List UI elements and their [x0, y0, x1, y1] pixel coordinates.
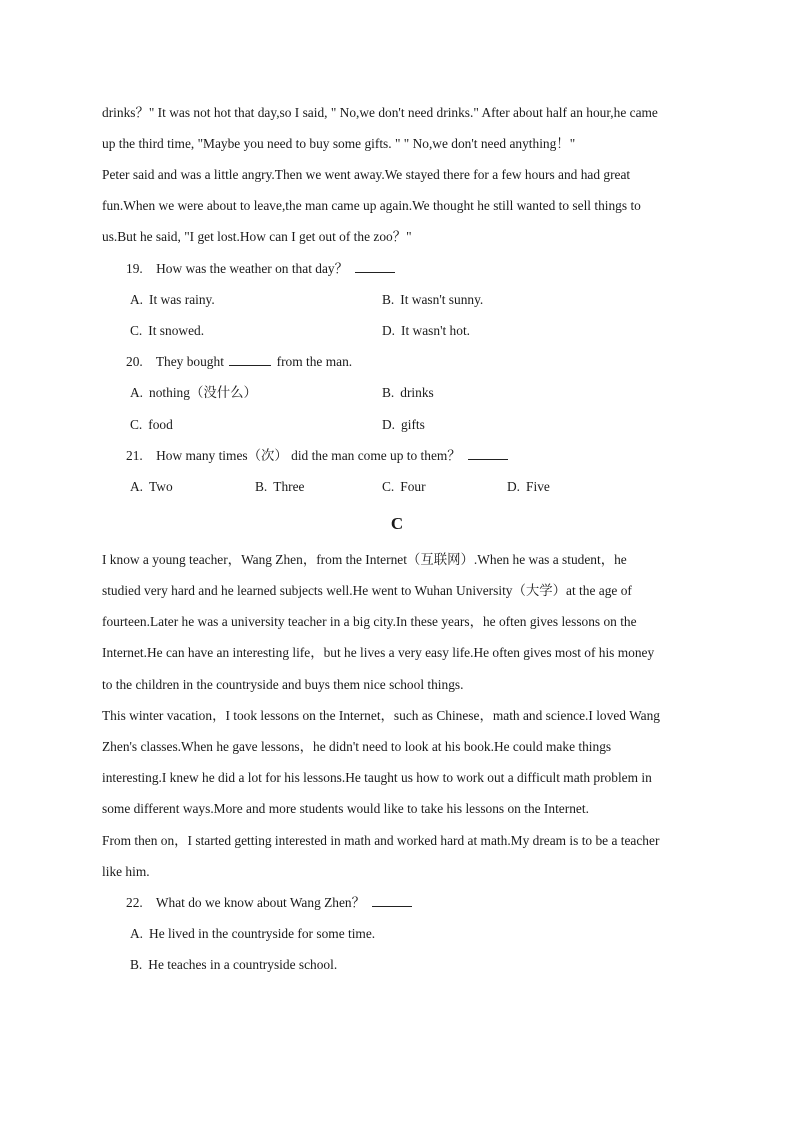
passage-line: up the third time, "Maybe you need to buy some gifts. " " No,we don't need anything！" — [102, 136, 576, 151]
passage-line: This winter vacation，I took lessons on the Internet，such as Chinese，math and science.I loved Wang — [102, 708, 660, 723]
passage-line: us.But he said, "I get lost.How can I get out of the zoo？" — [102, 229, 412, 244]
answer-blank[interactable] — [372, 894, 412, 907]
option-a[interactable]: A. Two — [130, 479, 173, 494]
option-c[interactable]: C. food — [130, 417, 173, 432]
passage-line: fun.When we were about to leave,the man came up again.We thought he still wanted to sell things to — [102, 198, 641, 213]
option-a[interactable]: A. nothing（没什么） — [130, 385, 257, 400]
answer-blank[interactable] — [355, 260, 395, 273]
answer-blank[interactable] — [229, 353, 271, 366]
question-22 — [126, 894, 412, 912]
passage-line: like him. — [102, 864, 150, 879]
question-text-before: They bought — [155, 354, 224, 369]
option-c[interactable]: C. Four — [382, 479, 426, 494]
question-19 — [126, 260, 395, 278]
question-20 — [126, 353, 352, 371]
passage-line: Zhen's classes.When he gave lessons，he didn't need to look at his book.He could make things — [102, 739, 612, 754]
passage-line: drinks？" It was not hot that day,so I said, " No,we don't need drinks." After about half an hour,he came — [102, 105, 658, 120]
passage-line: some different ways.More and more students would like to take his lessons on the Internet. — [102, 801, 589, 816]
option-b[interactable]: B. He teaches in a countryside school. — [130, 957, 338, 972]
passage-line: I know a young teacher，Wang Zhen，from the Internet（互联网）.When he was a student，he — [102, 552, 627, 567]
passage-line: to the children in the countryside and buys them nice school things. — [102, 677, 464, 692]
question-21 — [126, 447, 508, 465]
option-d[interactable]: D. Five — [507, 479, 550, 494]
question-number: 19. — [126, 261, 143, 276]
option-b[interactable]: B. drinks — [382, 385, 434, 400]
passage-line: studied very hard and he learned subjects well.He went to Wuhan University（大学）at the age of — [102, 583, 632, 598]
section-title: C — [390, 514, 404, 533]
question-text: How was the weather on that day？ — [156, 261, 348, 276]
option-c[interactable]: C. It snowed. — [130, 323, 205, 338]
option-a[interactable]: A. He lived in the countryside for some time. — [130, 926, 376, 941]
option-b[interactable]: B. Three — [255, 479, 305, 494]
question-text: How many times（次） did the man come up to them？ — [156, 448, 461, 463]
option-b[interactable]: B. It wasn't sunny. — [382, 292, 484, 307]
option-d[interactable]: D. It wasn't hot. — [382, 323, 471, 338]
question-number: 21. — [126, 448, 143, 463]
option-a[interactable]: A. It was rainy. — [130, 292, 215, 307]
passage-line: From then on，I started getting interested in math and worked hard at math.My dream is to be a teacher — [102, 833, 660, 848]
answer-blank[interactable] — [468, 447, 508, 460]
passage-line: interesting.I knew he did a lot for his lessons.He taught us how to work out a difficult math problem in — [102, 770, 652, 785]
question-text: What do we know about Wang Zhen？ — [155, 895, 366, 910]
question-number: 20. — [126, 354, 143, 369]
passage-line: fourteen.Later he was a university teacher in a big city.In these years，he often gives lessons on the — [102, 614, 637, 629]
passage-line: Peter said and was a little angry.Then we went away.We stayed there for a few hours and had great — [102, 167, 631, 182]
question-number: 22. — [126, 895, 143, 910]
question-text-after: from the man. — [276, 354, 353, 369]
passage-line: Internet.He can have an interesting life，but he lives a very easy life.He often gives most of his money — [102, 645, 655, 660]
option-d[interactable]: D. gifts — [382, 417, 425, 432]
